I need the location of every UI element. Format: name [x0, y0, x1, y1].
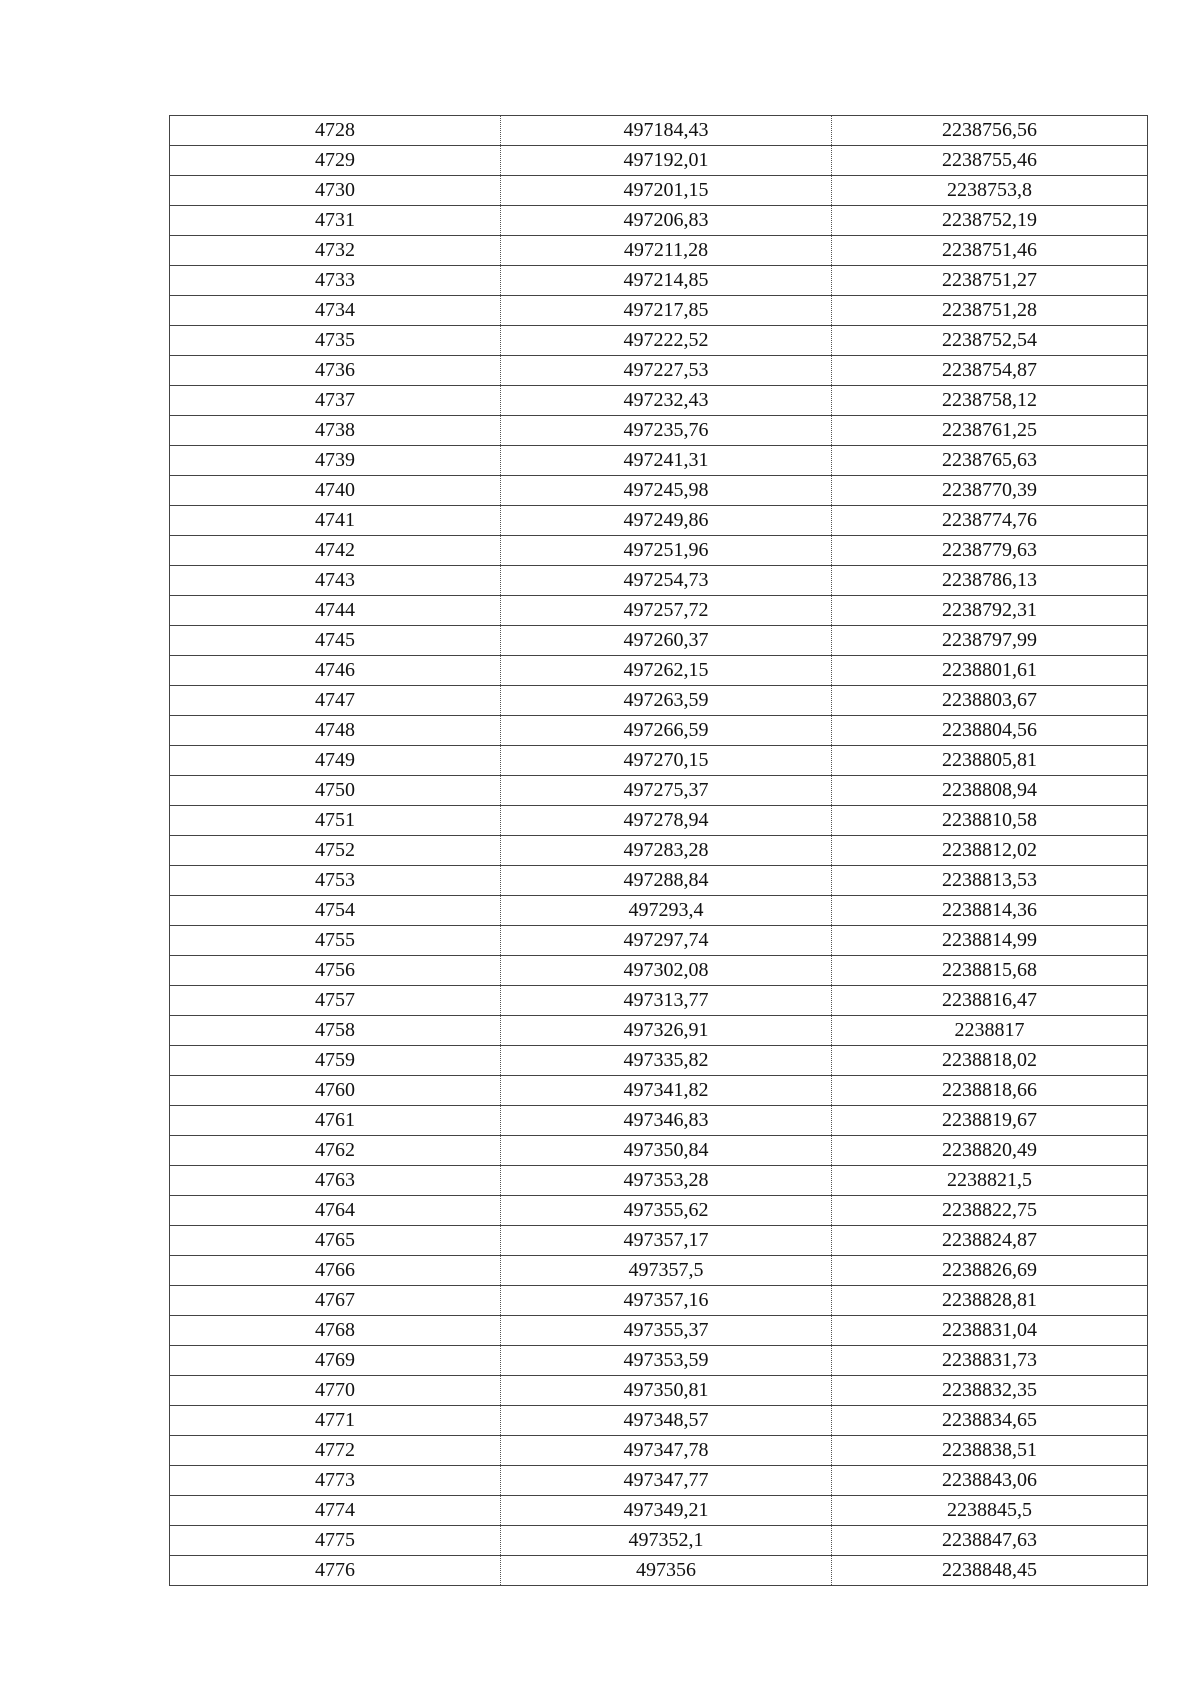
- table-row: [170, 1076, 1148, 1106]
- table-row: [170, 866, 1148, 896]
- y-coordinate-cell: 2238754,87: [832, 356, 1148, 386]
- x-coordinate-cell: 497313,77: [501, 986, 832, 1016]
- point-number-cell: 4745: [170, 626, 501, 656]
- x-coordinate-cell: 497350,84: [501, 1136, 832, 1166]
- x-coordinate-cell: 497251,96: [501, 536, 832, 566]
- point-number-cell: 4755: [170, 926, 501, 956]
- x-coordinate-cell: 497348,57: [501, 1406, 832, 1436]
- x-coordinate-cell: 497192,01: [501, 146, 832, 176]
- x-coordinate-cell: 497249,86: [501, 506, 832, 536]
- table-row: [170, 326, 1148, 356]
- x-coordinate-cell: 497349,21: [501, 1496, 832, 1526]
- table-row: [170, 1256, 1148, 1286]
- y-coordinate-cell: 2238779,63: [832, 536, 1148, 566]
- point-number-cell: 4766: [170, 1256, 501, 1286]
- x-coordinate-cell: 497357,17: [501, 1226, 832, 1256]
- y-coordinate-cell: 2238815,68: [832, 956, 1148, 986]
- x-coordinate-cell: 497270,15: [501, 746, 832, 776]
- point-number-cell: 4753: [170, 866, 501, 896]
- table-row: [170, 1526, 1148, 1556]
- x-coordinate-cell: 497260,37: [501, 626, 832, 656]
- x-coordinate-cell: 497347,77: [501, 1466, 832, 1496]
- x-coordinate-cell: 497241,31: [501, 446, 832, 476]
- point-number-cell: 4728: [170, 116, 501, 146]
- x-coordinate-cell: 497211,28: [501, 236, 832, 266]
- point-number-cell: 4736: [170, 356, 501, 386]
- point-number-cell: 4735: [170, 326, 501, 356]
- table-row: [170, 1166, 1148, 1196]
- point-number-cell: 4742: [170, 536, 501, 566]
- table-row: [170, 1106, 1148, 1136]
- point-number-cell: 4749: [170, 746, 501, 776]
- x-coordinate-cell: 497355,62: [501, 1196, 832, 1226]
- x-coordinate-cell: 497341,82: [501, 1076, 832, 1106]
- point-number-cell: 4741: [170, 506, 501, 536]
- point-number-cell: 4731: [170, 206, 501, 236]
- x-coordinate-cell: 497206,83: [501, 206, 832, 236]
- point-number-cell: 4774: [170, 1496, 501, 1526]
- y-coordinate-cell: 2238765,63: [832, 446, 1148, 476]
- y-coordinate-cell: 2238832,35: [832, 1376, 1148, 1406]
- point-number-cell: 4760: [170, 1076, 501, 1106]
- point-number-cell: 4776: [170, 1556, 501, 1586]
- x-coordinate-cell: 497297,74: [501, 926, 832, 956]
- table-row: [170, 596, 1148, 626]
- table-row: [170, 176, 1148, 206]
- y-coordinate-cell: 2238817: [832, 1016, 1148, 1046]
- y-coordinate-cell: 2238756,56: [832, 116, 1148, 146]
- point-number-cell: 4733: [170, 266, 501, 296]
- y-coordinate-cell: 2238845,5: [832, 1496, 1148, 1526]
- x-coordinate-cell: 497346,83: [501, 1106, 832, 1136]
- table-row: [170, 1316, 1148, 1346]
- y-coordinate-cell: 2238834,65: [832, 1406, 1148, 1436]
- x-coordinate-cell: 497302,08: [501, 956, 832, 986]
- point-number-cell: 4729: [170, 146, 501, 176]
- y-coordinate-cell: 2238801,61: [832, 656, 1148, 686]
- y-coordinate-cell: 2238770,39: [832, 476, 1148, 506]
- point-number-cell: 4756: [170, 956, 501, 986]
- table-row: [170, 1436, 1148, 1466]
- y-coordinate-cell: 2238792,31: [832, 596, 1148, 626]
- point-number-cell: 4752: [170, 836, 501, 866]
- x-coordinate-cell: 497356: [501, 1556, 832, 1586]
- y-coordinate-cell: 2238804,56: [832, 716, 1148, 746]
- point-number-cell: 4730: [170, 176, 501, 206]
- point-number-cell: 4775: [170, 1526, 501, 1556]
- x-coordinate-cell: 497353,28: [501, 1166, 832, 1196]
- table-row: [170, 476, 1148, 506]
- x-coordinate-cell: 497201,15: [501, 176, 832, 206]
- y-coordinate-cell: 2238848,45: [832, 1556, 1148, 1586]
- y-coordinate-cell: 2238826,69: [832, 1256, 1148, 1286]
- table-row: [170, 236, 1148, 266]
- y-coordinate-cell: 2238847,63: [832, 1526, 1148, 1556]
- point-number-cell: 4770: [170, 1376, 501, 1406]
- x-coordinate-cell: 497357,16: [501, 1286, 832, 1316]
- y-coordinate-cell: 2238812,02: [832, 836, 1148, 866]
- table-row: [170, 536, 1148, 566]
- y-coordinate-cell: 2238808,94: [832, 776, 1148, 806]
- x-coordinate-cell: 497347,78: [501, 1436, 832, 1466]
- y-coordinate-cell: 2238828,81: [832, 1286, 1148, 1316]
- point-number-cell: 4732: [170, 236, 501, 266]
- x-coordinate-cell: 497257,72: [501, 596, 832, 626]
- y-coordinate-cell: 2238751,46: [832, 236, 1148, 266]
- y-coordinate-cell: 2238751,27: [832, 266, 1148, 296]
- y-coordinate-cell: 2238803,67: [832, 686, 1148, 716]
- table-row: [170, 416, 1148, 446]
- x-coordinate-cell: 497232,43: [501, 386, 832, 416]
- point-number-cell: 4773: [170, 1466, 501, 1496]
- point-number-cell: 4759: [170, 1046, 501, 1076]
- point-number-cell: 4767: [170, 1286, 501, 1316]
- y-coordinate-cell: 2238824,87: [832, 1226, 1148, 1256]
- x-coordinate-cell: 497278,94: [501, 806, 832, 836]
- table-row: [170, 1016, 1148, 1046]
- x-coordinate-cell: 497184,43: [501, 116, 832, 146]
- y-coordinate-cell: 2238758,12: [832, 386, 1148, 416]
- table-row: [170, 1046, 1148, 1076]
- table-row: [170, 356, 1148, 386]
- table-row: [170, 1376, 1148, 1406]
- y-coordinate-cell: 2238822,75: [832, 1196, 1148, 1226]
- point-number-cell: 4747: [170, 686, 501, 716]
- table-row: [170, 1556, 1148, 1586]
- point-number-cell: 4750: [170, 776, 501, 806]
- table-row: [170, 986, 1148, 1016]
- table-row: [170, 746, 1148, 776]
- point-number-cell: 4737: [170, 386, 501, 416]
- y-coordinate-cell: 2238831,73: [832, 1346, 1148, 1376]
- table-row: [170, 806, 1148, 836]
- table-row: [170, 836, 1148, 866]
- y-coordinate-cell: 2238751,28: [832, 296, 1148, 326]
- table-row: [170, 716, 1148, 746]
- y-coordinate-cell: 2238818,02: [832, 1046, 1148, 1076]
- x-coordinate-cell: 497266,59: [501, 716, 832, 746]
- table-row: [170, 1406, 1148, 1436]
- x-coordinate-cell: 497283,28: [501, 836, 832, 866]
- point-number-cell: 4771: [170, 1406, 501, 1436]
- x-coordinate-cell: 497275,37: [501, 776, 832, 806]
- table-row: [170, 266, 1148, 296]
- table-row: [170, 626, 1148, 656]
- point-number-cell: 4764: [170, 1196, 501, 1226]
- coordinates-table-body: [170, 116, 1148, 1586]
- table-row: [170, 1346, 1148, 1376]
- table-row: [170, 446, 1148, 476]
- table-row: [170, 386, 1148, 416]
- y-coordinate-cell: 2238813,53: [832, 866, 1148, 896]
- point-number-cell: 4743: [170, 566, 501, 596]
- x-coordinate-cell: 497357,5: [501, 1256, 832, 1286]
- y-coordinate-cell: 2238843,06: [832, 1466, 1148, 1496]
- point-number-cell: 4765: [170, 1226, 501, 1256]
- table-row: [170, 1466, 1148, 1496]
- y-coordinate-cell: 2238810,58: [832, 806, 1148, 836]
- x-coordinate-cell: 497262,15: [501, 656, 832, 686]
- x-coordinate-cell: 497214,85: [501, 266, 832, 296]
- point-number-cell: 4744: [170, 596, 501, 626]
- y-coordinate-cell: 2238761,25: [832, 416, 1148, 446]
- y-coordinate-cell: 2238816,47: [832, 986, 1148, 1016]
- x-coordinate-cell: 497288,84: [501, 866, 832, 896]
- y-coordinate-cell: 2238814,99: [832, 926, 1148, 956]
- point-number-cell: 4734: [170, 296, 501, 326]
- y-coordinate-cell: 2238805,81: [832, 746, 1148, 776]
- y-coordinate-cell: 2238838,51: [832, 1436, 1148, 1466]
- point-number-cell: 4754: [170, 896, 501, 926]
- y-coordinate-cell: 2238753,8: [832, 176, 1148, 206]
- x-coordinate-cell: 497254,73: [501, 566, 832, 596]
- table-row: [170, 956, 1148, 986]
- point-number-cell: 4757: [170, 986, 501, 1016]
- coordinates-table: [169, 115, 1148, 1586]
- table-row: [170, 1226, 1148, 1256]
- table-row: [170, 566, 1148, 596]
- table-row: [170, 1136, 1148, 1166]
- point-number-cell: 4738: [170, 416, 501, 446]
- x-coordinate-cell: 497326,91: [501, 1016, 832, 1046]
- x-coordinate-cell: 497293,4: [501, 896, 832, 926]
- table-row: [170, 776, 1148, 806]
- table-row: [170, 1196, 1148, 1226]
- table-row: [170, 926, 1148, 956]
- y-coordinate-cell: 2238786,13: [832, 566, 1148, 596]
- point-number-cell: 4740: [170, 476, 501, 506]
- x-coordinate-cell: 497263,59: [501, 686, 832, 716]
- y-coordinate-cell: 2238831,04: [832, 1316, 1148, 1346]
- y-coordinate-cell: 2238814,36: [832, 896, 1148, 926]
- x-coordinate-cell: 497245,98: [501, 476, 832, 506]
- table-row: [170, 686, 1148, 716]
- x-coordinate-cell: 497355,37: [501, 1316, 832, 1346]
- x-coordinate-cell: 497353,59: [501, 1346, 832, 1376]
- table-row: [170, 146, 1148, 176]
- y-coordinate-cell: 2238820,49: [832, 1136, 1148, 1166]
- point-number-cell: 4748: [170, 716, 501, 746]
- y-coordinate-cell: 2238755,46: [832, 146, 1148, 176]
- point-number-cell: 4762: [170, 1136, 501, 1166]
- table-row: [170, 296, 1148, 326]
- table-row: [170, 656, 1148, 686]
- table-row: [170, 206, 1148, 236]
- y-coordinate-cell: 2238819,67: [832, 1106, 1148, 1136]
- point-number-cell: 4758: [170, 1016, 501, 1046]
- x-coordinate-cell: 497235,76: [501, 416, 832, 446]
- x-coordinate-cell: 497222,52: [501, 326, 832, 356]
- point-number-cell: 4739: [170, 446, 501, 476]
- point-number-cell: 4751: [170, 806, 501, 836]
- table-row: [170, 1496, 1148, 1526]
- point-number-cell: 4761: [170, 1106, 501, 1136]
- point-number-cell: 4769: [170, 1346, 501, 1376]
- x-coordinate-cell: 497350,81: [501, 1376, 832, 1406]
- y-coordinate-cell: 2238797,99: [832, 626, 1148, 656]
- y-coordinate-cell: 2238821,5: [832, 1166, 1148, 1196]
- x-coordinate-cell: 497217,85: [501, 296, 832, 326]
- x-coordinate-cell: 497352,1: [501, 1526, 832, 1556]
- y-coordinate-cell: 2238752,19: [832, 206, 1148, 236]
- table-row: [170, 896, 1148, 926]
- x-coordinate-cell: 497335,82: [501, 1046, 832, 1076]
- y-coordinate-cell: 2238752,54: [832, 326, 1148, 356]
- point-number-cell: 4772: [170, 1436, 501, 1466]
- table-row: [170, 1286, 1148, 1316]
- y-coordinate-cell: 2238774,76: [832, 506, 1148, 536]
- point-number-cell: 4763: [170, 1166, 501, 1196]
- point-number-cell: 4768: [170, 1316, 501, 1346]
- y-coordinate-cell: 2238818,66: [832, 1076, 1148, 1106]
- point-number-cell: 4746: [170, 656, 501, 686]
- x-coordinate-cell: 497227,53: [501, 356, 832, 386]
- table-row: [170, 506, 1148, 536]
- table-row: [170, 116, 1148, 146]
